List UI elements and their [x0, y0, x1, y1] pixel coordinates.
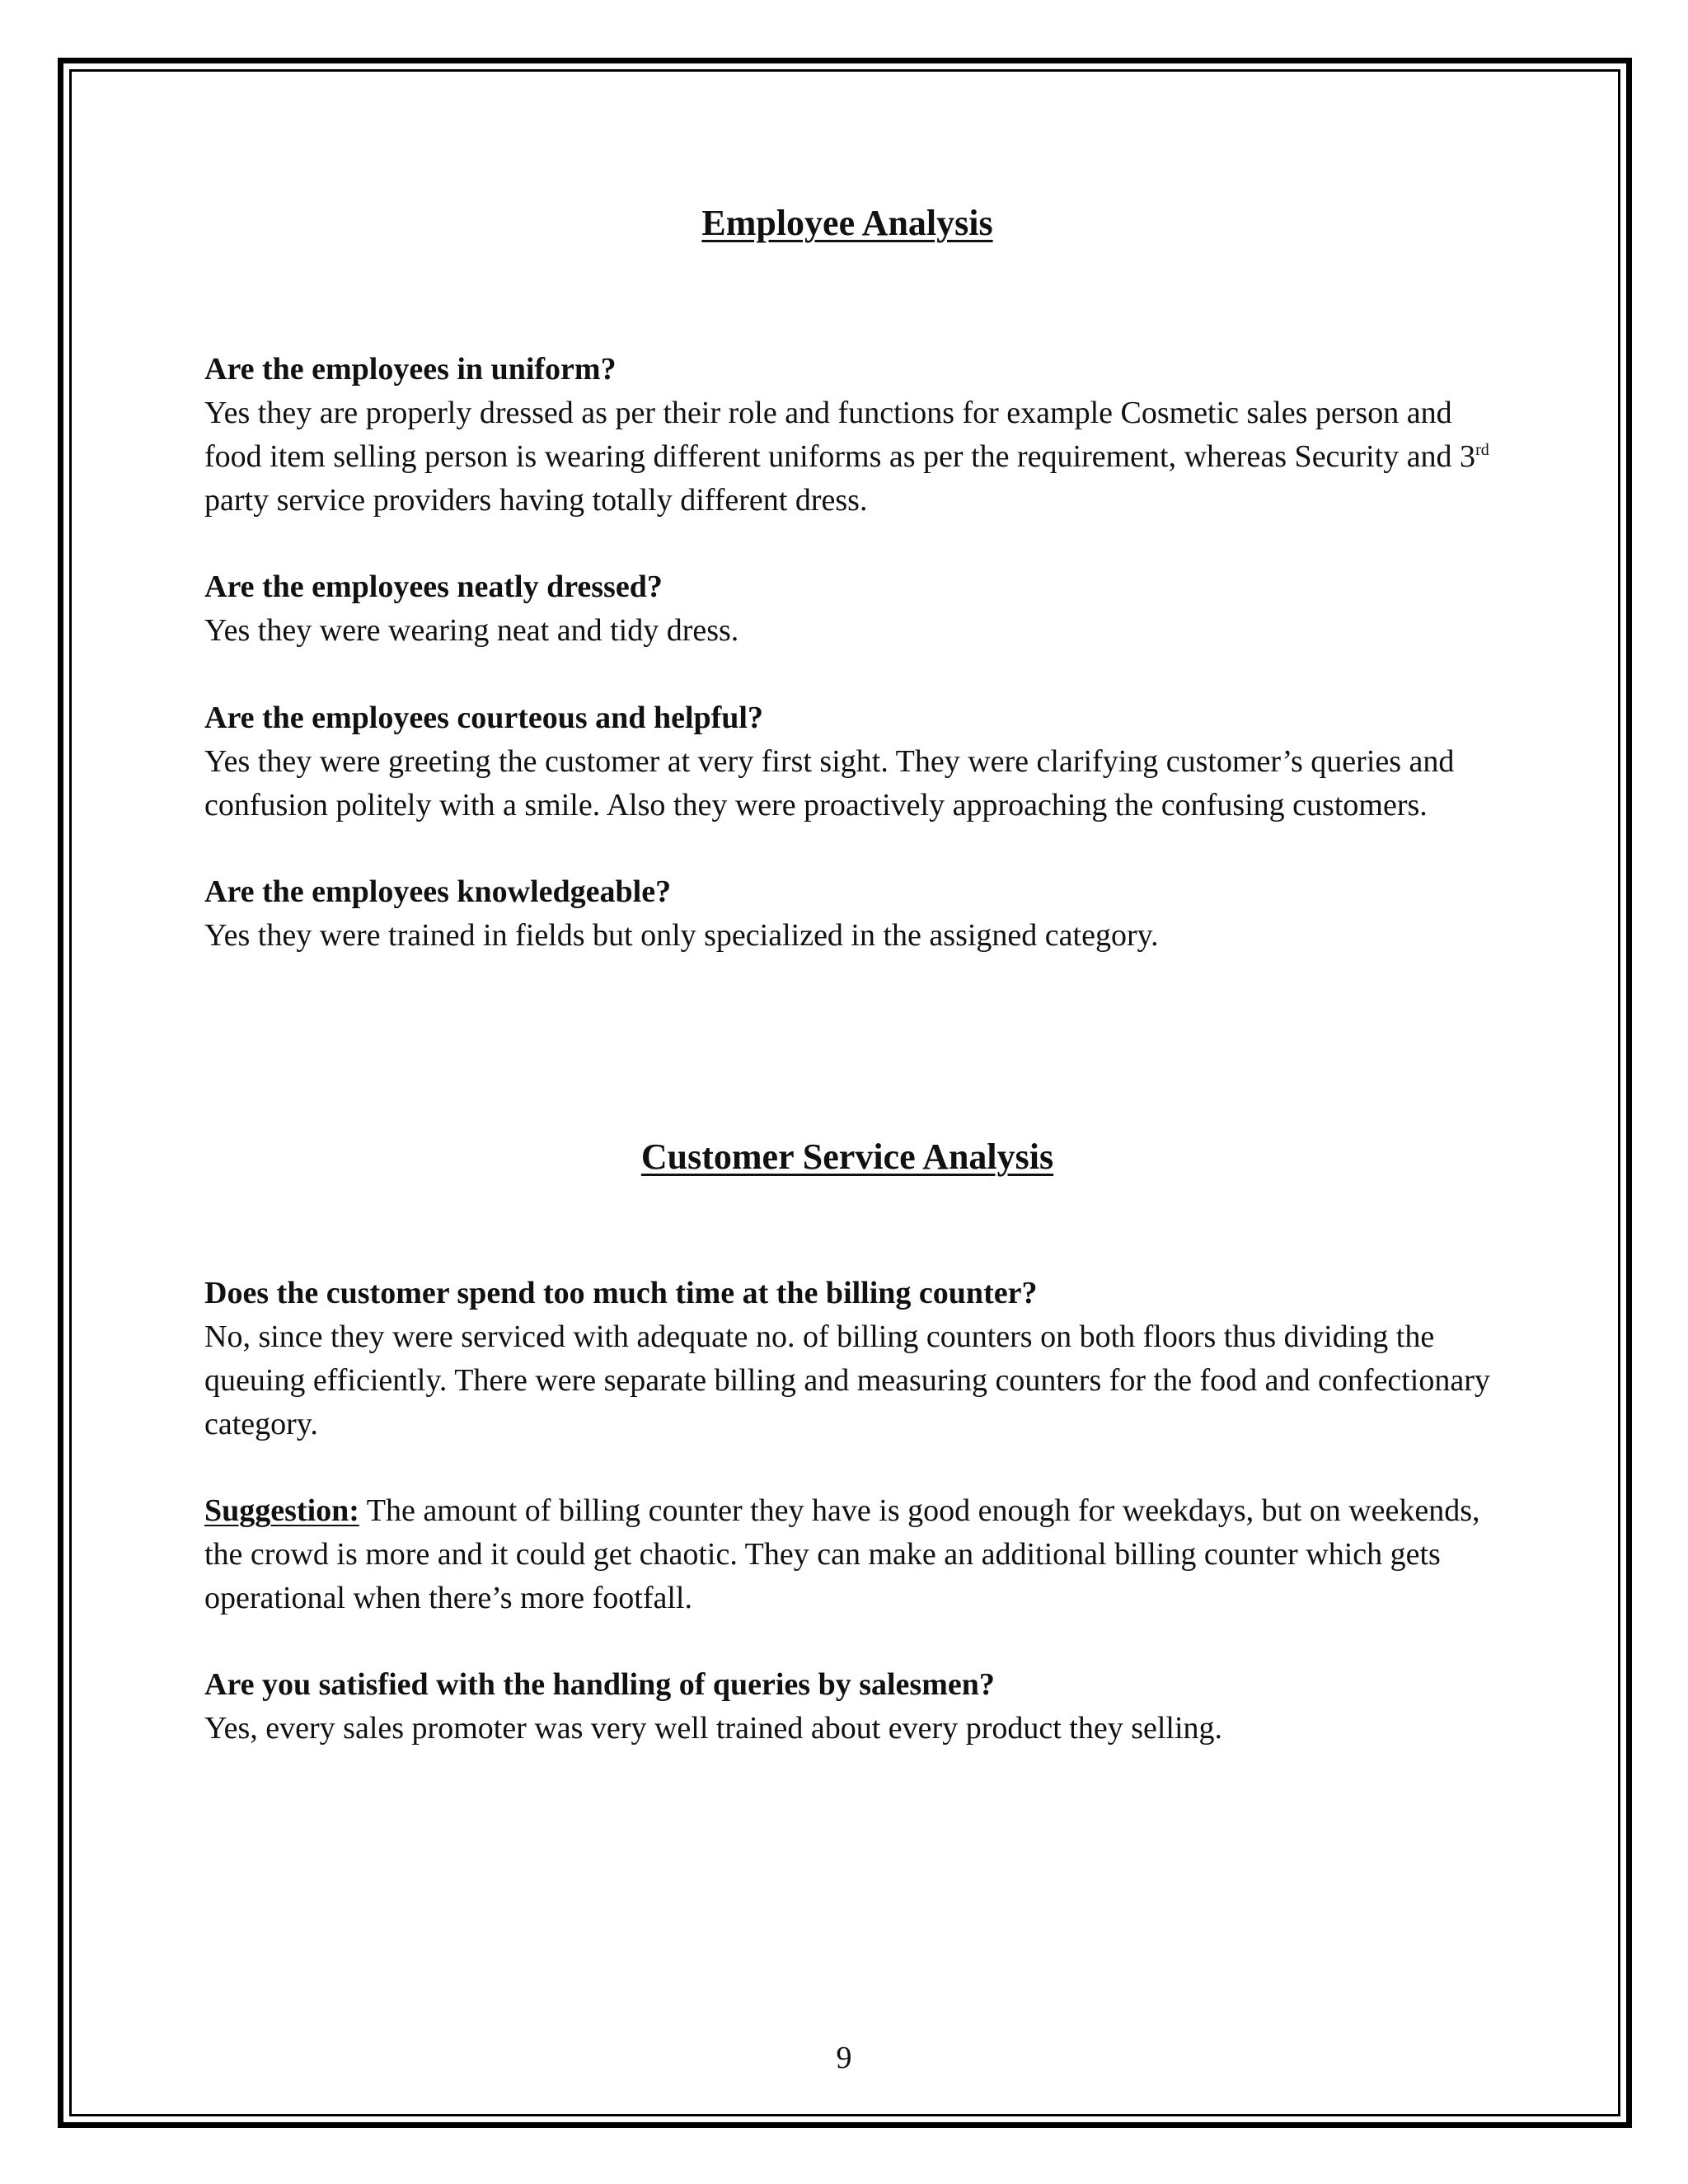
- question-salesmen-queries: Are you satisfied with the handling of queries by salesmen?: [204, 1667, 995, 1702]
- qa-employees-courteous: [204, 696, 1490, 827]
- answer-employees-knowledgeable: Yes they were trained in fields but only specialized in the assigned category.: [204, 918, 1159, 953]
- answer-employees-uniform-text: Yes they are properly dressed as per their role and functions for example Cosmetic sales person and food item selling person is wearing different uniforms as per the requirement, whereas Security and 3: [204, 396, 1476, 474]
- question-employees-courteous: Are the employees courteous and helpful?: [204, 701, 763, 735]
- qa-employees-knowledgeable: [204, 870, 1490, 958]
- suggestion-label: Suggestion:: [204, 1493, 359, 1528]
- question-employees-uniform: Are the employees in uniform?: [204, 352, 617, 387]
- suggestion-text: The amount of billing counter they have is good enough for weekdays, but on weekends, the crowd is more and it could get chaotic. They can make an additional billing counter which gets operational when there’s more footfall.: [204, 1493, 1480, 1615]
- question-billing-counter: Does the customer spend too much time at the billing counter?: [204, 1276, 1038, 1310]
- question-employees-knowledgeable: Are the employees knowledgeable?: [204, 874, 672, 909]
- qa-salesmen-queries: [204, 1663, 1490, 1750]
- qa-employees-uniform: [204, 348, 1490, 523]
- answer-employees-uniform: [204, 391, 1490, 523]
- employee-analysis-heading: Employee Analysis: [701, 203, 993, 243]
- answer-employees-uniform-text-end: party service providers having totally different dress.: [204, 483, 868, 518]
- question-employees-neat: Are the employees neatly dressed?: [204, 569, 663, 604]
- answer-billing-counter: No, since they were serviced with adequate no. of billing counters on both floors thus dividing the queuing efficiently. There were separate billing and measuring counters for the food and confectionary category.: [204, 1319, 1490, 1441]
- suggestion-paragraph: [204, 1489, 1490, 1620]
- qa-employees-neat: [204, 565, 1490, 653]
- answer-employees-courteous: Yes they were greeting the customer at very first sight. They were clarifying customer’s queries and confusion politely with a smile. Also they were proactively approaching the confusing customers.: [204, 744, 1455, 823]
- qa-billing-counter: [204, 1272, 1490, 1446]
- superscript-rd: rd: [1475, 441, 1489, 459]
- customer-service-analysis-heading: Customer Service Analysis: [640, 1137, 1054, 1177]
- suggestion-text-block: [204, 1489, 1490, 1620]
- page-number: 9: [836, 2041, 852, 2075]
- answer-salesmen-queries: Yes, every sales promoter was very well trained about every product they selling.: [204, 1711, 1223, 1746]
- answer-employees-neat: Yes they were wearing neat and tidy dress.: [204, 613, 739, 648]
